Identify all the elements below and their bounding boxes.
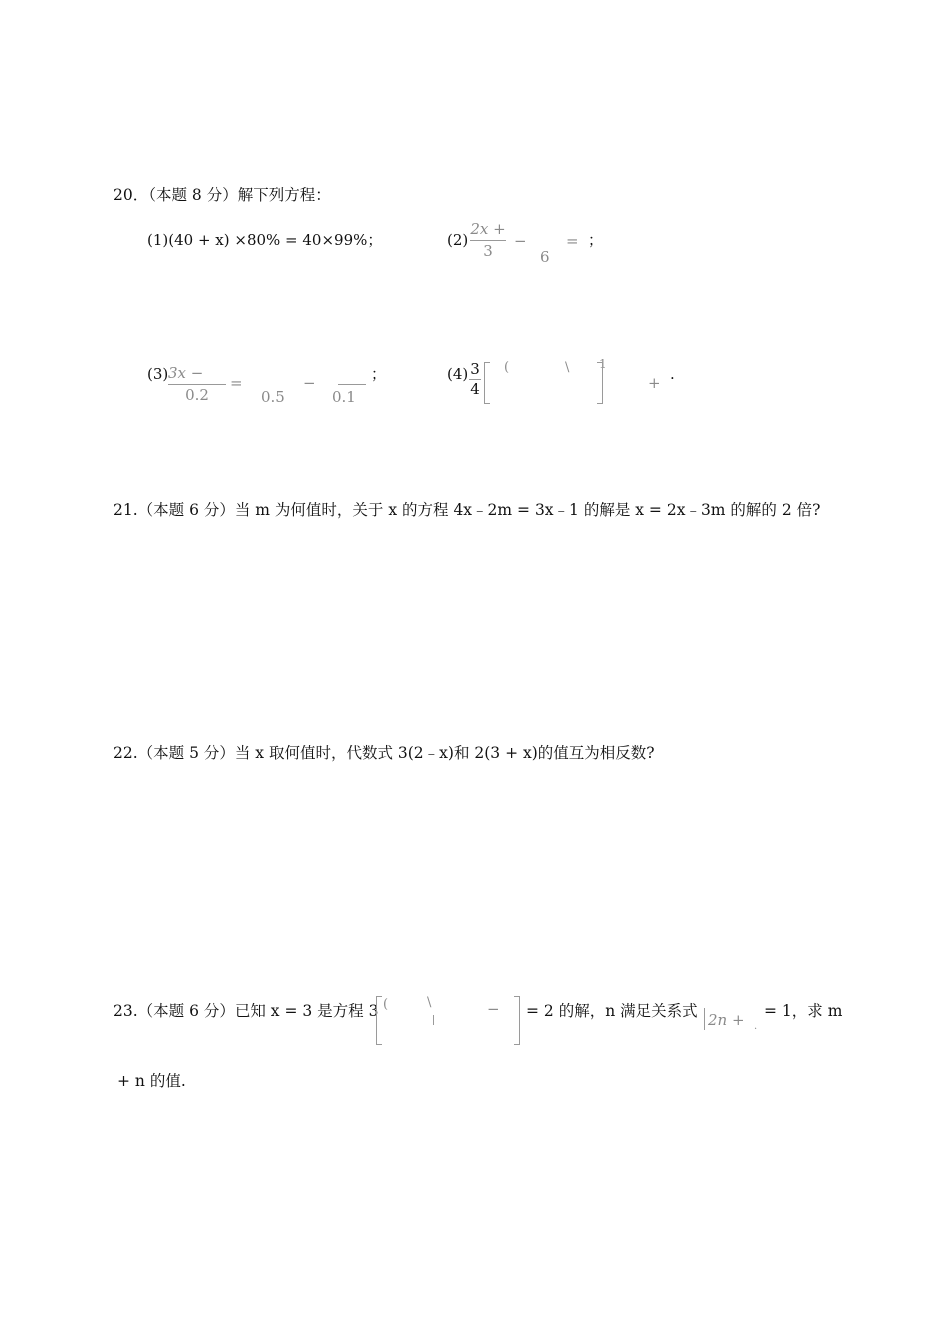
q20-part3-minus: − [303,374,316,392]
q20-part4-bracket-right [597,362,603,404]
q23-abs-bar-left [704,1008,705,1030]
q20-part4-plus: + [648,374,661,392]
q23-bracket-left [376,996,382,1045]
q23-bracket-right [514,996,520,1045]
q23-mid: = 2 的解，n 满足关系式 [526,1002,698,1020]
q20-part3-label: (3) [147,365,169,383]
q23-line2: + n 的值. [117,1072,186,1090]
q23-minus: − [487,1000,500,1018]
q20-part3-end: ； [371,365,387,383]
q20-part3-numerator: 3x − [168,364,204,382]
q20-part2-fraction [470,222,506,259]
q20-part4-one: 1 [599,357,607,371]
q20-part3-denominator3: 0.1 [332,388,356,406]
q20-part3-denominator2: 0.5 [261,388,285,406]
q20-part2-equals: = [566,232,579,250]
q23-paren-left: ( [383,997,389,1012]
q23-post: = 1，求 m [764,1002,843,1020]
q20-part4-denominator: 4 [470,380,480,398]
q20-part4-bracket-left [484,362,490,404]
q20-part1: (1)(40 + x) ×80% = 40×99%； [147,231,383,249]
q20-part4-numerator: 3 [470,360,480,378]
q20-part3-fraction-bar [338,384,366,385]
q20-part4-end: . [670,365,675,383]
q20-title: 20．（本题 8 分）解下列方程： [113,186,331,204]
q20-part2-minus: − [514,232,527,250]
q23-pre: 23.（本题 6 分）已知 x = 3 是方程 3 [113,1002,379,1020]
q22-text: 22.（本题 5 分）当 x 取何值时，代数式 3(2﹣x)和 2(3 + x)的值互为相反数? [113,744,655,762]
q20-part2-denominator: 3 [483,242,493,260]
q23-abs-expr: 2n + [708,1011,745,1029]
q23-tick [433,1015,434,1025]
q20-part4-fraction [469,362,481,397]
q20-part3-equals: = [230,374,243,392]
q23-paren-right: \ [427,995,432,1010]
q20-part2-denominator2: 6 [540,248,550,266]
q20-part2-label: (2) [447,231,469,249]
q20-part4-label: (4) [447,365,469,383]
q20-part4-paren-left: ( [504,360,510,375]
q23-abs-dot: . [754,1021,758,1032]
q20-part4-paren-right: \ [565,360,570,375]
q20-part2-end: ； [588,231,604,249]
q20-part3-denominator: 0.2 [185,386,209,404]
q20-part2-numerator: 2x + [470,220,506,238]
q20-part3-fraction [168,366,226,403]
q21-text: 21.（本题 6 分）当 m 为何值时，关于 x 的方程 4x﹣2m = 3x﹣1 的解是 x = 2x﹣3m 的解的 2 倍? [113,501,821,519]
